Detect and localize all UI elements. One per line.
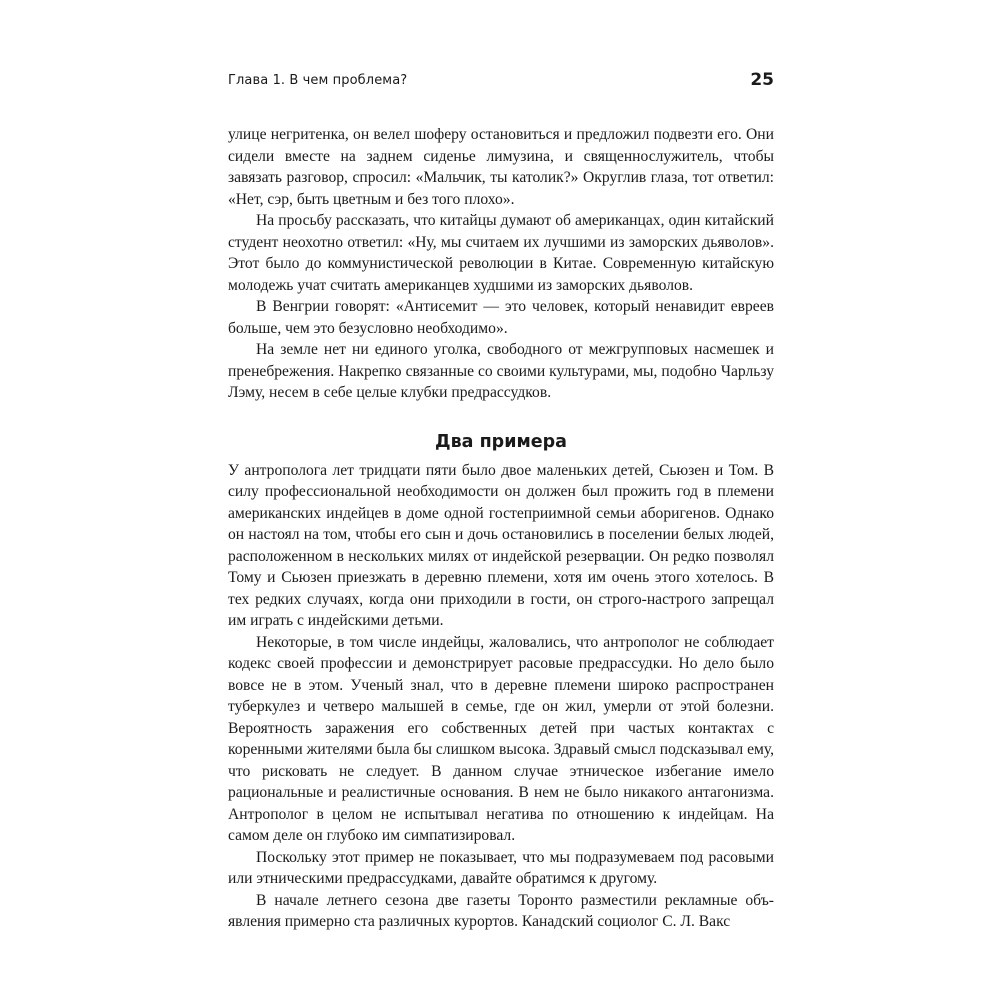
paragraph: Некоторые, в том числе индейцы, жаловались, что антрополог не соблюдает кодекс своей профессии и демонстрирует расовые предрассудки. Но дело было вовсе не в этом. Ученый знал, что в деревне племени широко распространен туберкулез и четверо малышей в семье, где он жил, умерли от этой болезни. Вероятность заражения его собственных детей при частых контактах с коренными жителями была бы слишком высока. Здравый смысл подсказывал ему, что рисковать не следует. В данном случае этническое избегание имело рациональные и реалистичные основания. В нем не было никакого антагонизма. Антрополог в целом не испытывал негатива по отношению к индейцам. На самом деле он глубоко им симпатизировал. <box>228 633 774 844</box>
body-text <box>228 124 774 933</box>
paragraph: Поскольку этот пример не показывает, что мы подразумеваем под расовыми или этническими предрассудками, давайте обратимся к другому. <box>228 848 774 887</box>
paragraph: В начале летнего сезона две газеты Торонто разместили рекламные объявления примерно ста различных курортов. Канадский социолог С. Л. Вакс <box>228 891 774 930</box>
paragraph: У антрополога лет тридцати пяти было двое маленьких детей, Сьюзен и Том. В силу профессиональной необходимости он должен был прожить год в племени американских индейцев в доме одной гостеприимной семьи аборигенов. Однако он настоял на том, чтобы его сын и дочь остановились в поселении белых людей, расположенном в нескольких милях от индейской резервации. Он редко позволял Тому и Сьюзен приезжать в деревню племени, хотя им очень этого хотелось. В тех редких случаях, когда они приходили в гости, он строго-настрого запрещал им играть с индейскими детьми. <box>228 461 774 629</box>
paragraph: В Венгрии говорят: «Антисемит — это человек, который ненавидит евреев больше, чем это безусловно необходимо». <box>228 298 774 337</box>
running-head <box>228 70 774 94</box>
book-page <box>228 0 774 1000</box>
section-heading: Два примера <box>435 431 567 452</box>
chapter-title: Глава 1. В чем проблема? <box>228 73 408 88</box>
page-number: 25 <box>750 70 774 90</box>
paragraph: На земле нет ни единого уголка, свободного от межгрупповых насмешек и пренебрежения. Накрепко связанные со своими культурами, мы, подобно Чарльзу Лэму, несем в себе целые клубки предрассудков. <box>228 341 774 401</box>
paragraph: улице негритенка, он велел шоферу остановиться и предложил подвезти его. Они сидели вместе на заднем сиденье лимузина, и священнослужитель, чтобы завязать разговор, спросил: «Мальчик, ты католик?» Округлив глаза, тот ответил: «Нет, сэр, быть цветным и без того плохо». <box>228 126 774 208</box>
paragraph: На просьбу рассказать, что китайцы думают об американцах, один китайский студент неохотно ответил: «Ну, мы считаем их лучшими из заморских дьяволов». Этот было до коммунистической революции в Китае. Современную китайскую молодежь учат считать американцев худшими из заморских дьяволов. <box>228 212 774 294</box>
